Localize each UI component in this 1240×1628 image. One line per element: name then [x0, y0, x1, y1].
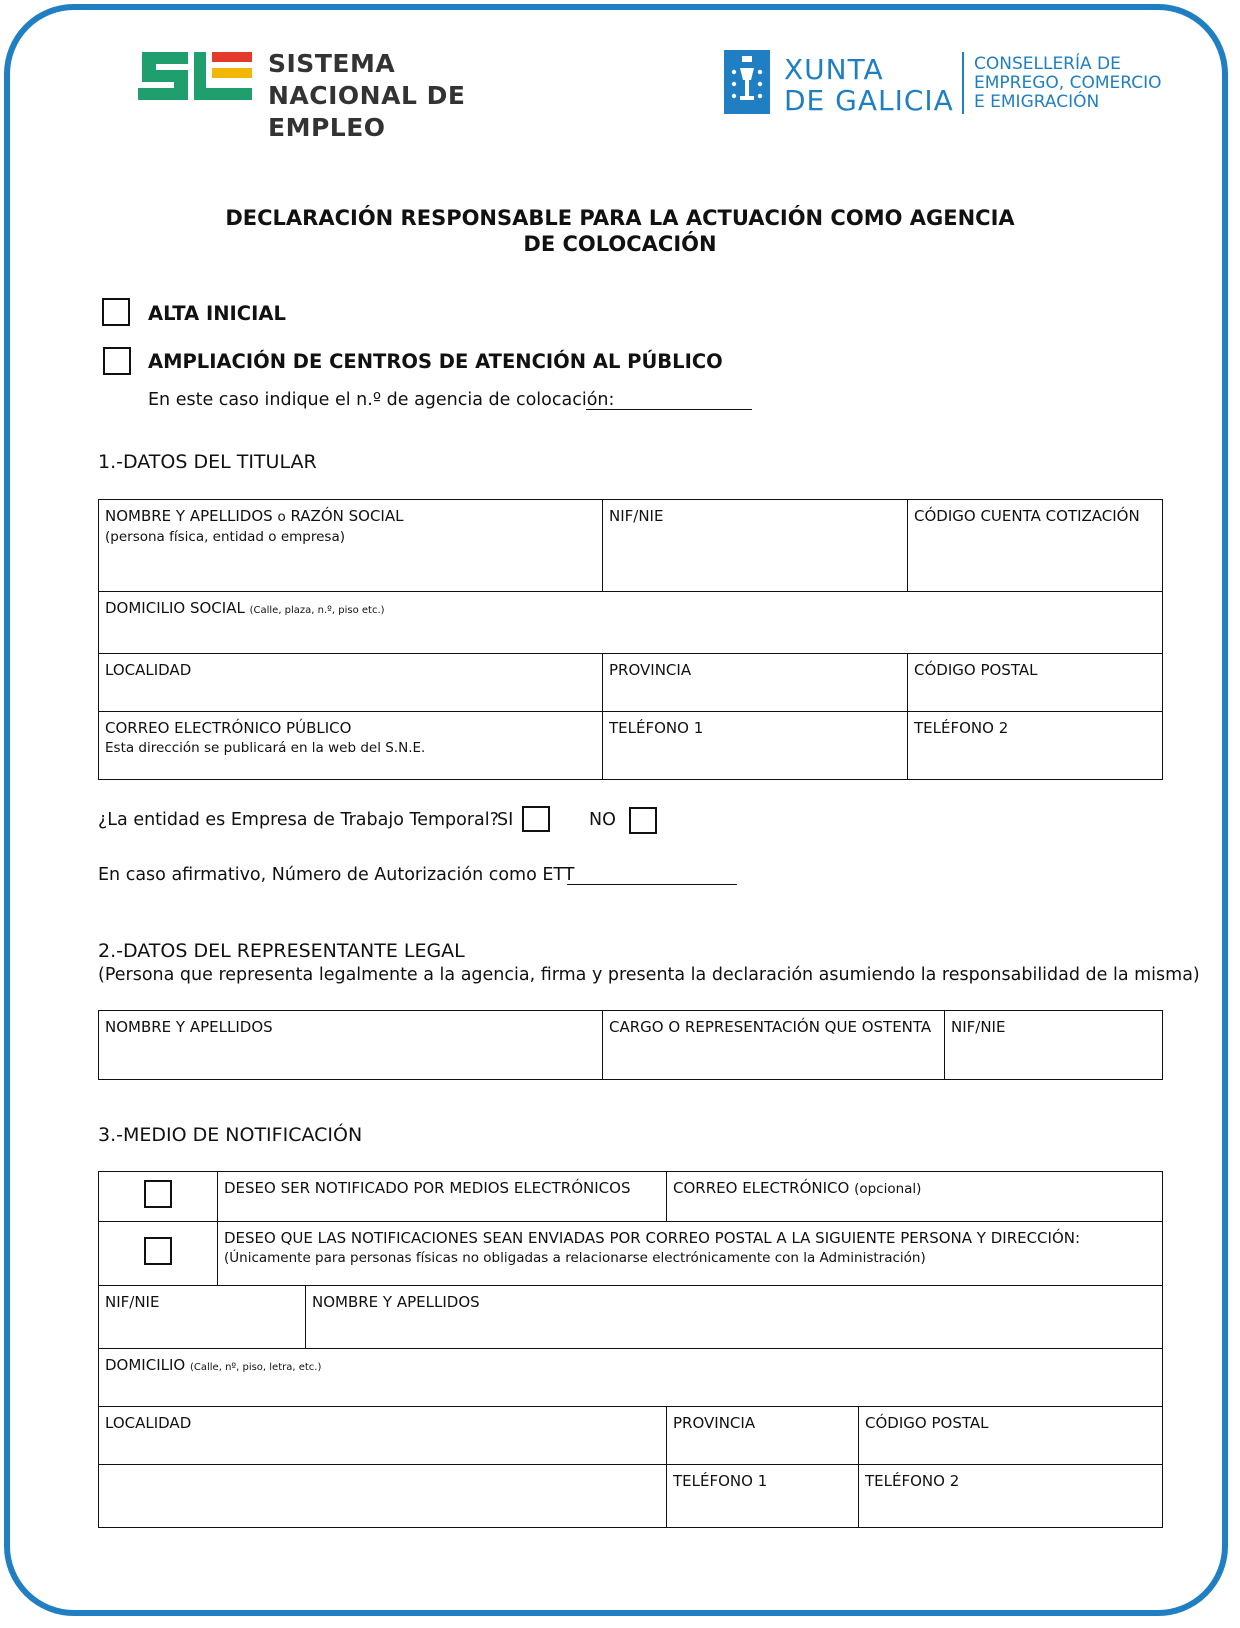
electronico-label-cell [218, 1172, 667, 1222]
postal-label: DESEO QUE LAS NOTIFICACIONES SEAN ENVIADAS POR CORREO POSTAL A LA SIGUIENTE PERSONA Y DIRECCIÓN: [224, 1229, 1081, 1247]
sne-line2: NACIONAL DE EMPLEO [268, 81, 466, 142]
postal-check-cell [99, 1222, 218, 1286]
titular-ccc-cell[interactable] [908, 500, 1163, 592]
section2-subtitle: (Persona que representa legalmente a la agencia, firma y presenta la declaración asumiendo la responsabilidad de la misma) [98, 965, 1200, 985]
notif-localidad-label: LOCALIDAD [105, 1414, 192, 1432]
galicia-crest-icon [724, 50, 770, 114]
titular-correo-label: CORREO ELECTRÓNICO PÚBLICO [105, 719, 352, 737]
titular-domicilio-cell[interactable] [99, 592, 1163, 654]
notif-blank-cell[interactable] [99, 1465, 667, 1528]
titular-ccc-label: CÓDIGO CUENTA COTIZACIÓN [914, 507, 1140, 525]
section2-title: 2.-DATOS DEL REPRESENTANTE LEGAL [98, 940, 465, 962]
ett-si-checkbox[interactable] [522, 806, 550, 832]
titular-nombre-label-a: NOMBRE Y APELLIDOS [105, 507, 278, 525]
notif-cp-cell[interactable] [859, 1407, 1163, 1465]
titular-correo-sub: Esta dirección se publicará en la web del S.N.E. [105, 740, 426, 756]
titular-domicilio-sub: (Calle, plaza, n.º, piso etc.) [249, 605, 385, 616]
xunta-line2: DE GALICIA [784, 84, 954, 117]
notif-domicilio-cell[interactable] [99, 1349, 1163, 1407]
ett-question: ¿La entidad es Empresa de Trabajo Temporal? [98, 810, 499, 830]
titular-tel2-label: TELÉFONO 2 [914, 719, 1009, 737]
titular-localidad-label: LOCALIDAD [105, 661, 192, 679]
xunta-logo [724, 50, 1164, 120]
electronico-check-cell [99, 1172, 218, 1222]
titular-nif-cell[interactable] [603, 500, 908, 592]
notif-tel1-cell[interactable] [667, 1465, 859, 1528]
electronico-checkbox[interactable] [144, 1180, 172, 1208]
notif-provincia-label: PROVINCIA [673, 1414, 756, 1432]
section3-title: 3.-MEDIO DE NOTIFICACIÓN [98, 1124, 363, 1146]
notif-nombre-cell[interactable] [306, 1286, 1163, 1349]
conselleria-line1: CONSELLERÍA DE [974, 54, 1121, 74]
notif-tel2-cell[interactable] [859, 1465, 1163, 1528]
correo-opcional-label-a: CORREO ELECTRÓNICO [673, 1179, 855, 1197]
section1-title: 1.-DATOS DEL TITULAR [98, 451, 317, 473]
titular-cp-label: CÓDIGO POSTAL [914, 661, 1038, 679]
correo-opcional-cell[interactable] [667, 1172, 1163, 1222]
titular-tel1-cell[interactable] [603, 712, 908, 780]
electronico-label: DESEO SER NOTIFICADO POR MEDIOS ELECTRÓNICOS [224, 1179, 631, 1197]
notificacion-table [98, 1171, 1163, 1528]
rep-nif-label: NIF/NIE [951, 1018, 1006, 1036]
document-title [150, 205, 1090, 257]
notif-nombre-label: NOMBRE Y APELLIDOS [312, 1293, 480, 1311]
titular-correo-cell[interactable] [99, 712, 603, 780]
titular-tel2-cell[interactable] [908, 712, 1163, 780]
rep-cargo-cell[interactable] [603, 1011, 945, 1080]
rep-nombre-cell[interactable] [99, 1011, 603, 1080]
notif-localidad-cell[interactable] [99, 1407, 667, 1465]
notif-tel2-label: TELÉFONO 2 [865, 1472, 960, 1490]
ett-no-label: NO [589, 810, 616, 830]
ett-num-field[interactable] [567, 884, 737, 885]
correo-opcional-label-b: (opcional) [854, 1181, 922, 1197]
rep-cargo-label: CARGO O REPRESENTACIÓN QUE OSTENTA [609, 1018, 932, 1036]
titular-domicilio-label: DOMICILIO SOCIAL [105, 599, 250, 617]
notif-nif-label: NIF/NIE [105, 1293, 160, 1311]
postal-checkbox[interactable] [144, 1237, 172, 1265]
titular-nombre-cell[interactable] [99, 500, 603, 592]
notif-domicilio-label: DOMICILIO [105, 1356, 190, 1374]
notif-domicilio-sub: (Calle, nº, piso, letra, etc.) [189, 1362, 322, 1373]
titular-table [98, 499, 1163, 780]
titular-cp-cell[interactable] [908, 654, 1163, 712]
conselleria-line3: E EMIGRACIÓN [974, 92, 1100, 112]
xunta-line1: XUNTA [784, 53, 884, 86]
titular-nombre-sub: (persona física, entidad o empresa) [105, 529, 345, 545]
alta-inicial-checkbox[interactable] [102, 298, 130, 326]
conselleria-line2: EMPREGO, COMERCIO [974, 73, 1162, 93]
representante-table [98, 1010, 1163, 1080]
titular-tel1-label: TELÉFONO 1 [609, 719, 704, 737]
titular-provincia-label: PROVINCIA [609, 661, 692, 679]
logo-divider [962, 52, 964, 114]
ett-no-checkbox[interactable] [629, 807, 657, 834]
ett-num-label: En caso afirmativo, Número de Autorización como ETT [98, 865, 575, 885]
rep-nombre-label: NOMBRE Y APELLIDOS [105, 1018, 273, 1036]
ampliacion-label: AMPLIACIÓN DE CENTROS DE ATENCIÓN AL PÚBLICO [148, 350, 723, 373]
ampliacion-checkbox[interactable] [103, 347, 131, 375]
notif-nif-cell[interactable] [99, 1286, 306, 1349]
notif-provincia-cell[interactable] [667, 1407, 859, 1465]
postal-sub: (Únicamente para personas físicas no obligadas a relacionarse electrónicamente con la Administración) [224, 1250, 926, 1266]
title-line1: DECLARACIÓN RESPONSABLE PARA LA ACTUACIÓN COMO AGENCIA [225, 206, 1015, 230]
titular-nif-label: NIF/NIE [609, 507, 664, 525]
titular-nombre-label-b: RAZÓN SOCIAL [285, 507, 404, 525]
notif-tel1-label: TELÉFONO 1 [673, 1472, 768, 1490]
titular-nombre-label-o: o [277, 509, 286, 525]
alta-inicial-label: ALTA INICIAL [148, 302, 286, 325]
agencia-num-label: En este caso indique el n.º de agencia de colocación: [148, 390, 615, 410]
sne-logo [136, 48, 556, 142]
agencia-num-field[interactable] [586, 409, 752, 410]
postal-label-cell [218, 1222, 1163, 1286]
sne-logo-icon [136, 48, 254, 110]
titular-localidad-cell[interactable] [99, 654, 603, 712]
notif-cp-label: CÓDIGO POSTAL [865, 1414, 989, 1432]
sne-line1: SISTEMA [268, 49, 396, 78]
ett-si-label: SI [497, 810, 514, 830]
title-line2: DE COLOCACIÓN [523, 232, 717, 256]
titular-provincia-cell[interactable] [603, 654, 908, 712]
rep-nif-cell[interactable] [945, 1011, 1163, 1080]
